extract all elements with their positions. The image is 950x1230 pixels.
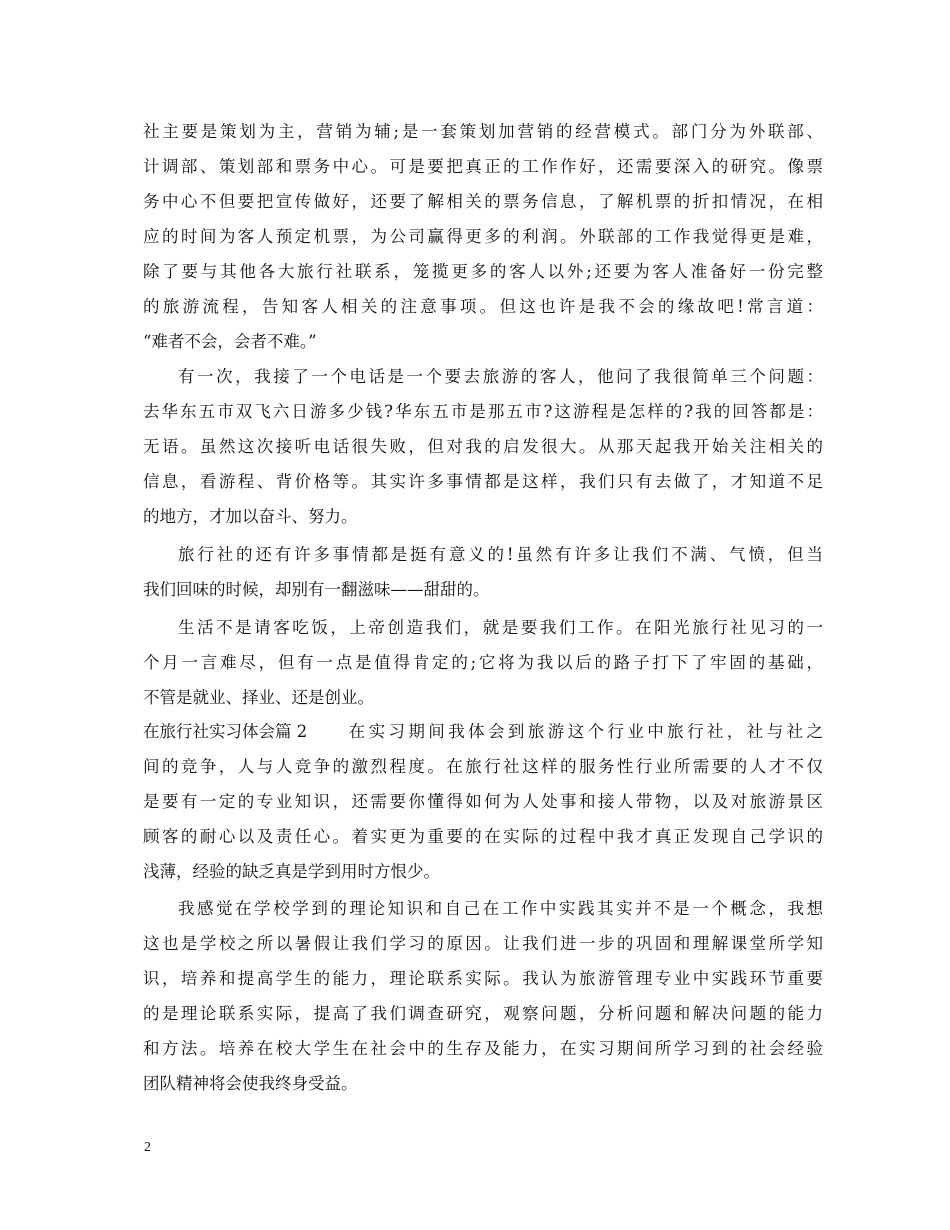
- paragraph-first-line: 我感觉在学校学到的理论知识和自己在工作中实践其实并不是一个概念，我想: [178, 899, 823, 918]
- text-line: 不管是就业、择业、还是创业。: [143, 688, 374, 707]
- text-line: 去华东五市双飞六日游多少钱?华东五市是那五市?这游程是怎样的?我的回答都是：: [143, 402, 823, 421]
- text-line: 间的竞争，人与人竞争的激烈程度。在旅行社这样的服务性行业所需要的人才不仅: [143, 757, 823, 776]
- text-line: 计调部、策划部和票务中心。可是要把真正的工作作好，还需要深入的研究。像票: [143, 157, 823, 176]
- text-line: 除了要与其他各大旅行社联系，笼揽更多的客人以外;还要为客人准备好一份完整: [143, 262, 823, 281]
- text-line: 无语。虽然这次接听电话很失败，但对我的启发很大。从那天起我开始关注相关的: [143, 437, 823, 456]
- paragraph-first-line: 生活不是请客吃饭，上帝创造我们，就是要我们工作。在阳光旅行社见习的一: [178, 618, 823, 637]
- text-line: 我们回味的时候，却别有一翻滋味——甜甜的。: [143, 580, 490, 599]
- paragraph-first-line: 有一次，我接了一个电话是一个要去旅游的客人，他问了我很简单三个问题：: [178, 367, 823, 386]
- text-line: 的旅游流程，告知客人相关的注意事项。但这也许是我不会的缘故吧!常言道：: [143, 297, 823, 316]
- text-line: 应的时间为客人预定机票，为公司赢得更多的利润。外联部的工作我觉得更是难，: [143, 227, 823, 246]
- text-line: 团队精神将会使我终身受益。: [143, 1074, 358, 1093]
- text-line: 顾客的耐心以及责任心。着实更为重要的在实际的过程中我才真正发现自己学识的: [143, 827, 823, 846]
- text-line: 是要有一定的专业知识，还需要你懂得如何为人处事和接人带物，以及对旅游景区: [143, 792, 823, 811]
- text-line: 浅薄，经验的缺乏真是学到用时方恨少。: [143, 862, 440, 881]
- section-heading: 在旅行社实习体会篇 2: [143, 722, 308, 741]
- text-line: 个月一言难尽，但有一点是值得肯定的;它将为我以后的路子打下了牢固的基础，: [143, 653, 823, 672]
- text-line: 社主要是策划为主，营销为辅;是一套策划加营销的经营模式。部门分为外联部、: [143, 122, 823, 141]
- text-line: 在实习期间我体会到旅游这个行业中旅行社，社与社之: [345, 722, 823, 741]
- page-number: 2: [144, 1140, 151, 1155]
- text-line: 务中心不但要把宣传做好，还要了解相关的票务信息，了解机票的折扣情况，在相: [143, 192, 823, 211]
- text-line: 信息，看游程、背价格等。其实许多事情都是这样，我们只有去做了，才知道不足: [143, 472, 823, 491]
- text-line: 识，培养和提高学生的能力，理论联系实际。我认为旅游管理专业中实践环节重要: [143, 969, 823, 988]
- text-line: “难者不会，会者不难。”: [143, 332, 317, 351]
- text-line: 的是理论联系实际，提高了我们调查研究，观察问题，分析问题和解决问题的能力: [143, 1004, 823, 1023]
- paragraph-first-line: 旅行社的还有许多事情都是挺有意义的!虽然有许多让我们不满、气愤，但当: [178, 545, 823, 564]
- text-line: 的地方，才加以奋斗、努力。: [143, 507, 358, 526]
- text-line: 和方法。培养在校大学生在社会中的生存及能力，在实习期间所学习到的社会经验: [143, 1039, 823, 1058]
- text-line: 这也是学校之所以暑假让我们学习的原因。让我们进一步的巩固和理解课堂所学知: [143, 934, 823, 953]
- section-heading-line: [143, 722, 823, 742]
